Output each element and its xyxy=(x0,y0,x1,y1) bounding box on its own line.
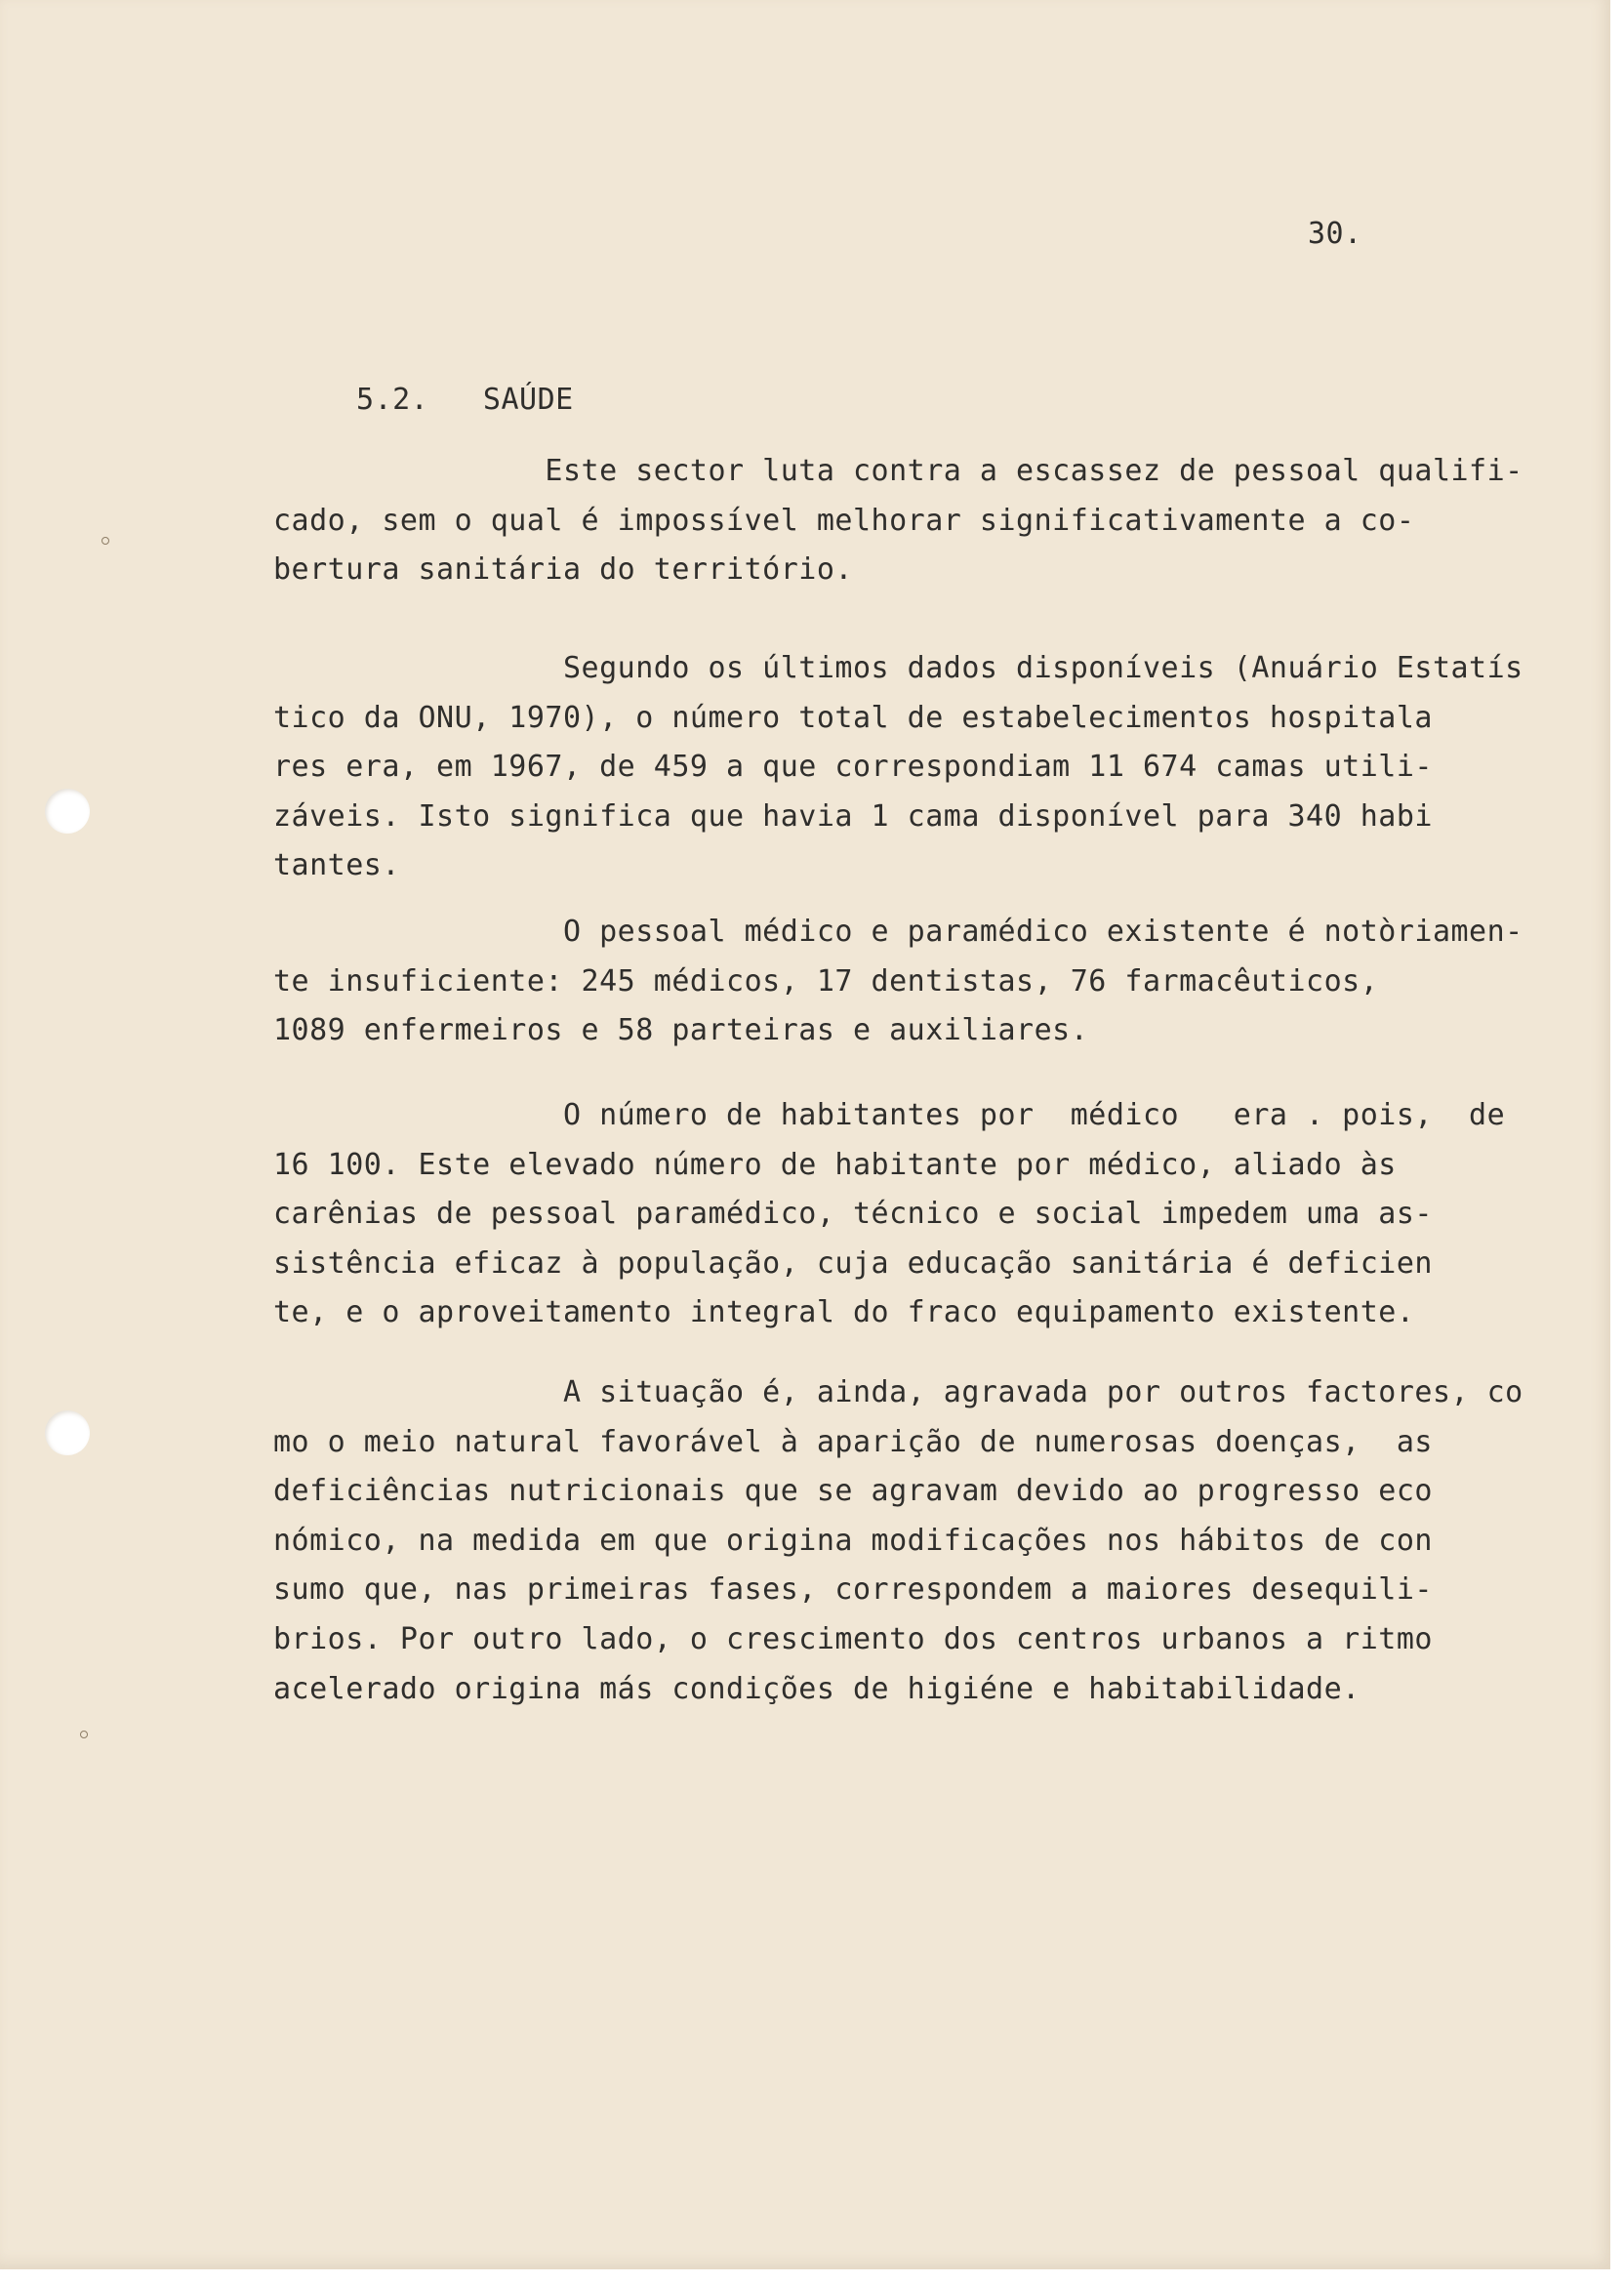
paragraph-line: cado, sem o qual é impossível melhorar significativamente a co- xyxy=(273,503,1415,538)
paragraph-line: te insuficiente: 245 médicos, 17 dentistas, 76 farmacêuticos, xyxy=(273,963,1379,999)
paragraph-line: záveis. Isto significa que havia 1 cama disponível para 340 habi xyxy=(273,798,1433,834)
paragraph-1 xyxy=(273,447,1532,595)
paragraph-3 xyxy=(273,908,1532,1056)
paragraph-line: Este sector luta contra a escassez de pessoal qualifi- xyxy=(273,454,1523,488)
paragraph-line: bertura sanitária do território. xyxy=(273,552,853,588)
paragraph-line: nómico, na medida em que origina modificações nos hábitos de con xyxy=(273,1523,1433,1558)
paragraph-line: tantes. xyxy=(273,848,400,883)
paragraph-line: mo o meio natural favorável à aparição de numerosas doenças, as xyxy=(273,1424,1433,1459)
paragraph-line: Segundo os últimos dados disponíveis (Anuário Estatís xyxy=(273,651,1523,685)
paragraph-2 xyxy=(273,644,1532,891)
paragraph-line: 16 100. Este elevado número de habitante por médico, aliado às xyxy=(273,1147,1397,1182)
paragraph-line: tico da ONU, 1970), o número total de estabelecimentos hospitala xyxy=(273,700,1433,735)
paragraph-5 xyxy=(273,1368,1532,1714)
paragraph-line: res era, em 1967, de 459 a que correspondiam 11 674 camas utili- xyxy=(273,750,1433,785)
paragraph-line: te, e o aproveitamento integral do fraco equipamento existente. xyxy=(273,1295,1415,1330)
paragraph-line: brios. Por outro lado, o crescimento dos centros urbanos a ritmo xyxy=(273,1621,1433,1656)
paragraph-line: deficiências nutricionais que se agravam devido ao progresso eco xyxy=(273,1474,1433,1509)
punch-hole-bottom xyxy=(45,1410,90,1455)
paragraph-4 xyxy=(273,1091,1532,1338)
paper-speck xyxy=(80,1731,88,1738)
paragraph-line: sistência eficaz à população, cuja educação sanitária é deficien xyxy=(273,1245,1433,1281)
paragraph-line: A situação é, ainda, agravada por outros factores, co xyxy=(273,1375,1523,1409)
paragraph-line: carênias de pessoal paramédico, técnico e social impedem uma as- xyxy=(273,1197,1433,1232)
section-heading: 5.2. SAÚDE xyxy=(356,383,574,417)
page-number: 30. xyxy=(1308,217,1362,251)
scan-margin-right xyxy=(1610,0,1624,2284)
paragraph-line: O número de habitantes por médico era . pois, de xyxy=(273,1098,1506,1132)
paper-speck xyxy=(102,537,109,545)
punch-hole-top xyxy=(45,789,90,834)
scan-margin-bottom xyxy=(0,2269,1624,2284)
paragraph-line: sumo que, nas primeiras fases, correspondem a maiores desequili- xyxy=(273,1572,1433,1608)
paragraph-line: 1089 enfermeiros e 58 parteiras e auxiliares. xyxy=(273,1013,1089,1048)
paragraph-line: acelerado origina más condições de higiéne e habitabilidade. xyxy=(273,1671,1360,1706)
paragraph-line: O pessoal médico e paramédico existente é notòriamen- xyxy=(273,915,1523,949)
